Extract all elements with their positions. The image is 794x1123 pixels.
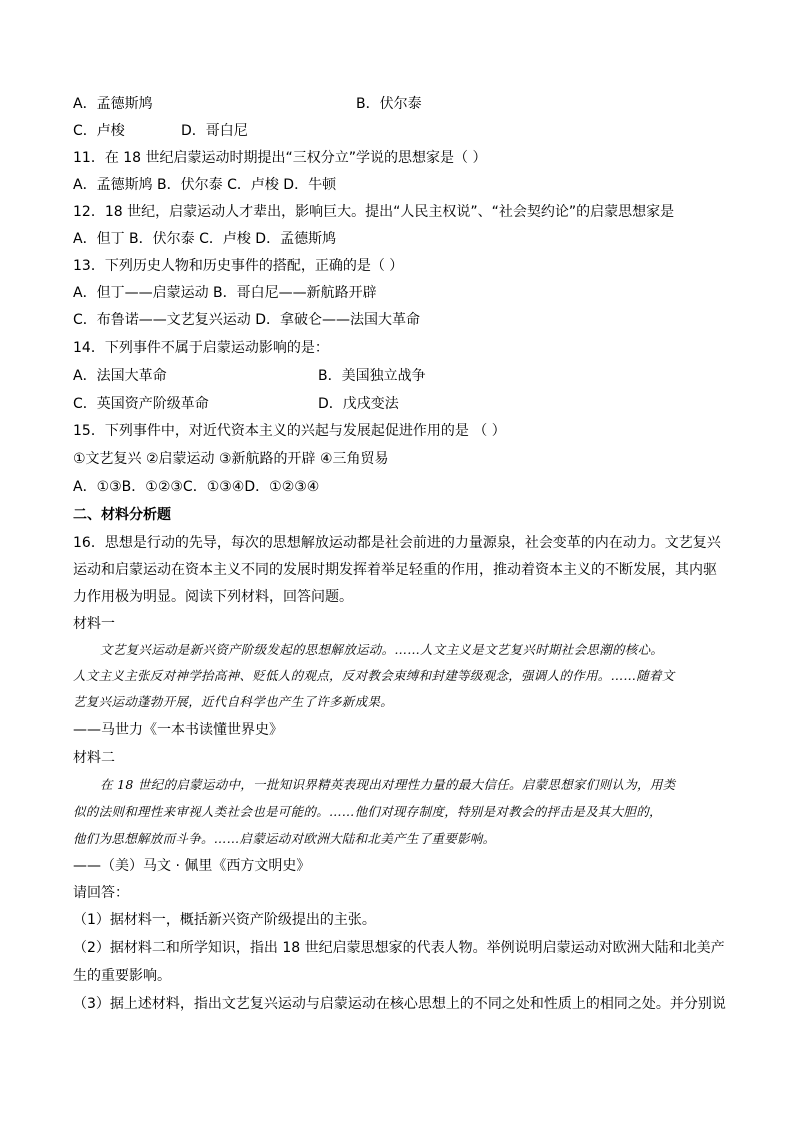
q14-option-d: D．戊戌变法 <box>318 396 399 412</box>
q10-option-row-2 <box>73 121 248 141</box>
section-title: 二、材料分析题 <box>73 507 171 523</box>
q12-options: A．但丁 B．伏尔泰 C．卢梭 D．孟德斯鸠 <box>73 231 337 247</box>
q10-option-c: C．卢梭 <box>73 123 125 139</box>
material-2-title: 材料二 <box>73 750 115 766</box>
q16-intro-1: 16．思想是行动的先导，每次的思想解放运动都是社会前进的力量源泉，社会变革的内在动力。文艺复兴 <box>73 535 721 551</box>
sub-question-2-line-2: 生的重要影响。 <box>73 968 171 984</box>
material-2-line-1: 在 18 世纪的启蒙运动中，一批知识界精英表现出对理性力量的最大信任。启蒙思想家们则认为，用类 <box>100 777 676 792</box>
q14-stem: 14．下列事件不属于启蒙运动影响的是： <box>73 340 329 356</box>
q16-intro-2: 运动和启蒙运动在资本主义不同的发展时期发挥着举足轻重的作用，推动着资本主义的不断发展，其内驱 <box>73 562 717 578</box>
material-1-source: ——马世力《一本书读懂世界史》 <box>73 722 283 738</box>
q16-intro-3: 力作用极为明显。阅读下列材料，回答问题。 <box>73 589 353 605</box>
q11-stem: 11．在 18 世纪启蒙运动时期提出“三权分立”学说的思想家是（ ） <box>73 150 487 166</box>
q10-option-d: D．哥白尼 <box>181 123 248 139</box>
q15-options: A．①③B．①②③C．①③④D．①②③④ <box>73 479 320 495</box>
material-1-line-2: 人文主义主张反对神学抬高神、贬低人的观点，反对教会束缚和封建等级观念，强调人的作用。……随着文 <box>73 668 675 683</box>
q14-option-a: A．法国大革命 <box>73 368 167 384</box>
material-1-line-1: 文艺复兴运动是新兴资产阶级发起的思想解放运动。……人文主义是文艺复兴时期社会思潮的核心。 <box>100 642 664 657</box>
question-prompt: 请回答： <box>73 885 129 901</box>
q14-option-row-1 <box>73 366 426 386</box>
q14-option-row-2 <box>73 394 399 414</box>
q11-options: A．孟德斯鸠 B．伏尔泰 C．卢梭 D．牛顿 <box>73 177 337 193</box>
q10-option-a: A．孟德斯鸠 <box>73 96 153 112</box>
material-1-line-3: 艺复兴运动蓬勃开展，近代自科学也产生了许多新成果。 <box>73 694 394 709</box>
q12-stem: 12．18 世纪，启蒙运动人才辈出，影响巨大。提出“人民主权说”、“社会契约论”的启蒙思想家是 <box>73 204 675 220</box>
q13-stem: 13．下列历史人物和历史事件的搭配，正确的是（ ） <box>73 258 404 274</box>
q13-options-2: C．布鲁诺——文艺复兴运动 D．拿破仑——法国大革命 <box>73 312 421 328</box>
material-1-title: 材料一 <box>73 616 115 632</box>
sub-question-2-line-1: （2）据材料二和所学知识，指出 18 世纪启蒙思想家的代表人物。举例说明启蒙运动对欧洲大陆和北美产 <box>73 940 725 956</box>
sub-question-3: （3）据上述材料，指出文艺复兴运动与启蒙运动在核心思想上的不同之处和性质上的相同之处。并分别说 <box>73 996 726 1012</box>
material-2-source: ——（美）马文 · 佩里《西方文明史》 <box>73 858 311 874</box>
q10-option-b: B．伏尔泰 <box>356 96 422 112</box>
material-2-line-2: 似的法则和理性来审视人类社会也是可能的。……他们对现存制度，特别是对教会的抨击是及其大胆的， <box>73 804 662 819</box>
material-2-line-3: 他们为思想解放而斗争。……启蒙运动对欧洲大陆和北美产生了重要影响。 <box>73 831 496 846</box>
q15-items: ①文艺复兴 ②启蒙运动 ③新航路的开辟 ④三角贸易 <box>73 451 389 467</box>
q14-option-c: C．英国资产阶级革命 <box>73 396 209 412</box>
q13-options-1: A．但丁——启蒙运动 B．哥白尼——新航路开辟 <box>73 285 377 301</box>
q10-option-row-1 <box>73 94 422 114</box>
q15-stem: 15．下列事件中，对近代资本主义的兴起与发展起促进作用的是 （ ） <box>73 423 506 439</box>
sub-question-1: （1）据材料一，概括新兴资产阶级提出的主张。 <box>73 912 376 928</box>
q14-option-b: B．美国独立战争 <box>318 368 426 384</box>
